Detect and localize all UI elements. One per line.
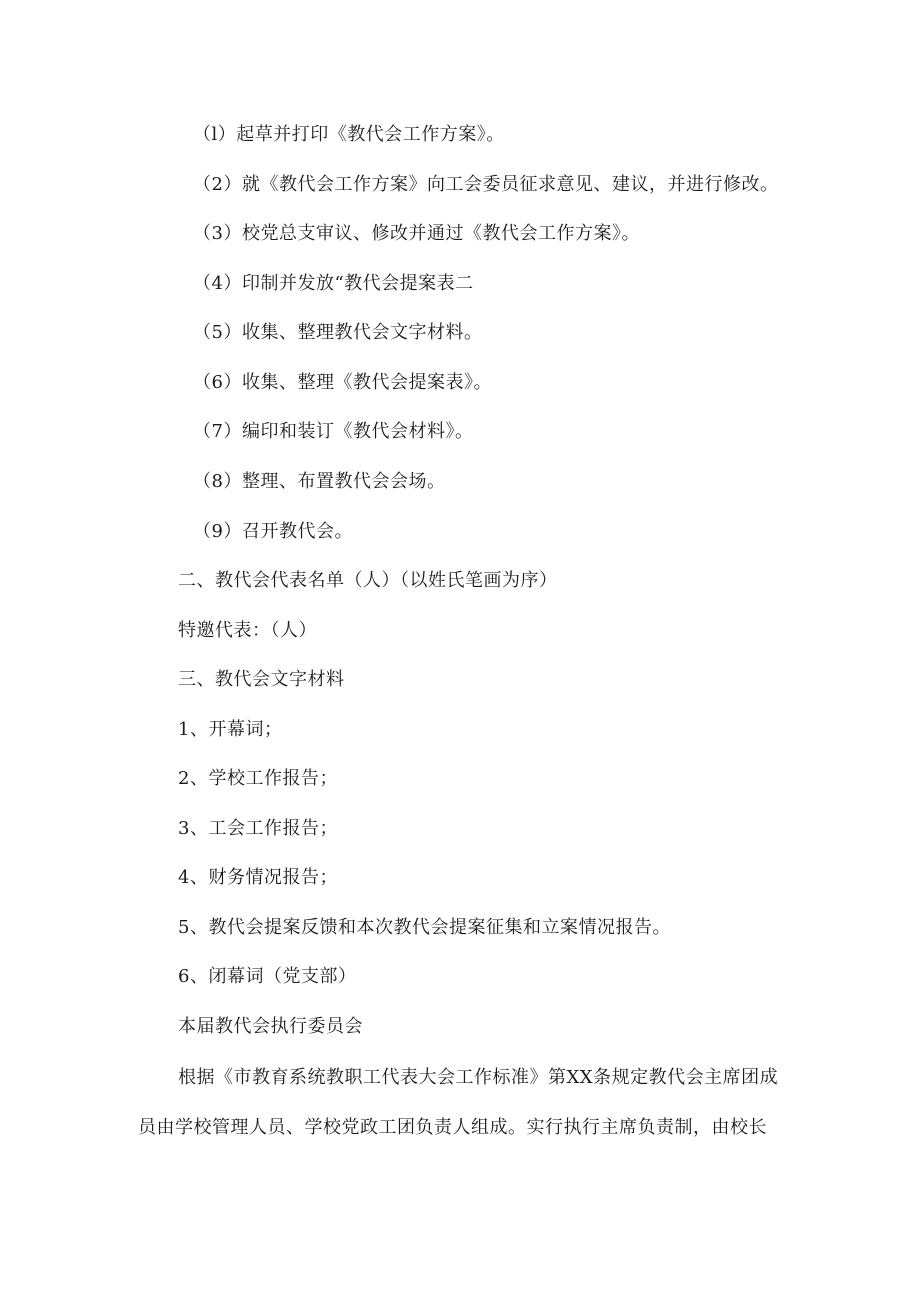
step-item-7: （7）编印和装订《教代会材料》。 [193,421,474,442]
paragraph-line-2: 员由学校管理人员、学校党政工团负责人组成。实行执行主席负责制，由校长 [138,1117,767,1138]
section-3-heading: 三、教代会文字材料 [178,669,345,690]
section-2-heading: 二、教代会代表名单（人）（以姓氏笔画为序） [178,570,558,591]
step-item-6: （6）收集、整理《教代会提案表》。 [193,372,492,393]
step-item-8: （8）整理、布置教代会会场。 [193,471,446,492]
committee-heading: 本届教代会执行委员会 [178,1016,363,1037]
step-item-4: （4）印制并发放“教代会提案表二 [193,273,474,294]
step-item-2: （2）就《教代会工作方案》向工会委员征求意见、建议，并进行修改。 [193,174,779,195]
material-item-6: 6、闭幕词（党支部） [178,966,357,987]
material-item-3: 3、工会工作报告； [178,818,338,839]
step-item-3: （3）校党总支审议、修改并通过《教代会工作方案》。 [193,223,640,244]
step-item-9: （9）召开教代会。 [193,521,353,542]
paragraph-line-1: 根据《市教育系统教职工代表大会工作标准》第XX条规定教代会主席团成 [178,1067,779,1088]
special-representatives: 特邀代表：（人） [178,620,317,641]
material-item-2: 2、学校工作报告； [178,768,338,789]
step-item-5: （5）收集、整理教代会文字材料。 [193,322,483,343]
material-item-1: 1、开幕词； [178,719,283,740]
step-item-1: （l）起草并打印《教代会工作方案》。 [193,124,505,145]
material-item-4: 4、财务情况报告； [178,867,338,888]
material-item-5: 5、教代会提案反馈和本次教代会提案征集和立案情况报告。 [178,917,671,938]
